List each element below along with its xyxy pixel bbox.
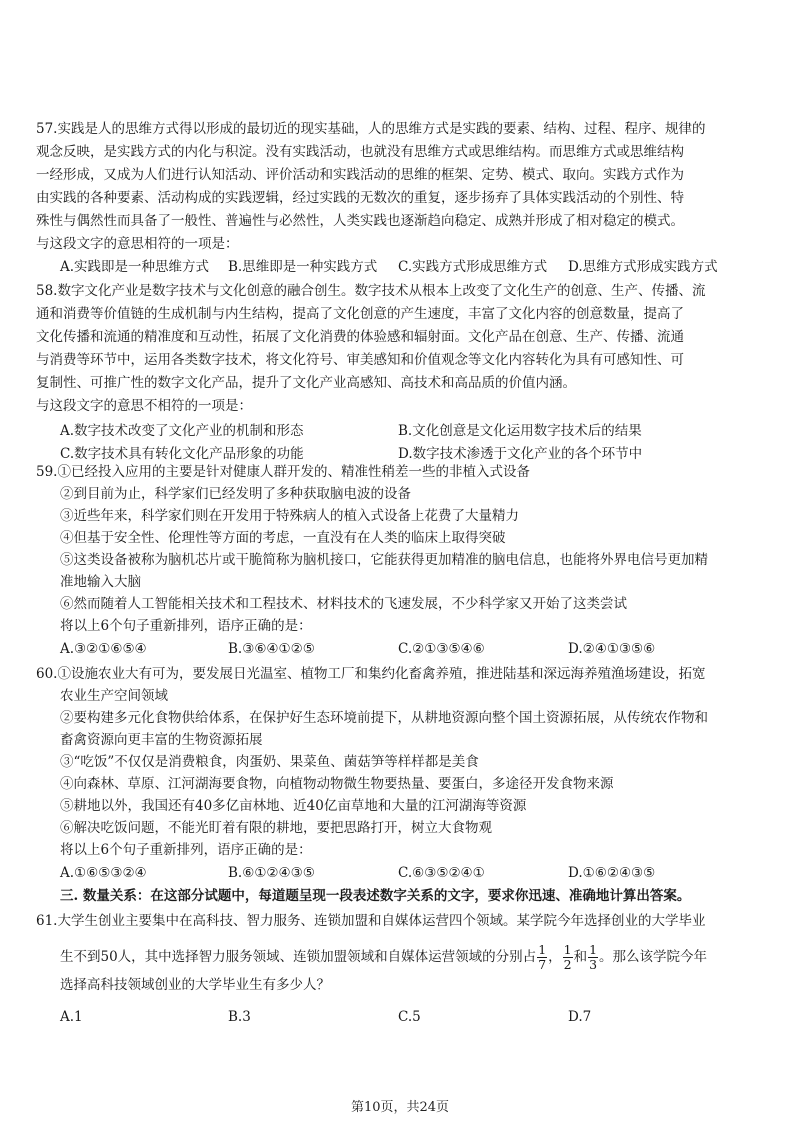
q61-option-a[interactable]: A.1 (60, 1009, 83, 1025)
section-3-heading: 三. 数量关系：在这部分试题中，每道题呈现一段表述数字关系的文字，要求你迅速、准确地计算出答案。 (60, 888, 691, 904)
fraction-one-third: $\frac{1}{3}$ (589, 941, 598, 972)
q59-line-7: ⑥然而随着人工智能相关技术和工程技术、材料技术的飞速发展，不少科学家又开始了这类尝试 (60, 596, 627, 612)
fraction-one-seventh: $\frac{1}{7}$ (538, 941, 547, 972)
q57-stem: 与这段文字的意思相符的一项是： (36, 236, 239, 252)
q57-option-d[interactable]: D.思维方式形成实践方式 (568, 259, 718, 275)
q59-option-d[interactable]: D.②④①③⑤⑥ (568, 641, 656, 657)
q57-line-4: 由实践的各种要素、活动构成的实践逻辑，经过实践的无数次的重复，逐步扬弃了具体实践活动的个别性、特 (36, 190, 684, 206)
q59-line-4: ④但基于安全性、伦理性等方面的考虑，一直没有在人类的临床上取得突破 (60, 530, 506, 546)
page-number: 第10页，共24页 (350, 1100, 450, 1115)
q60-line-2: 农业生产空间领域 (60, 688, 168, 704)
q58-line-2: 通和消费等价值链的生成机制与内生结构，提高了文化创意的产生速度，丰富了文化内容的创意数量，提高了 (36, 306, 684, 322)
q58-stem: 与这段文字的意思不相符的一项是： (36, 398, 252, 414)
q57-line-3: 一经形成，又成为人们进行认知活动、评价活动和实践活动的思维的框架、定势、模式、取向。实践方式作为 (36, 167, 684, 183)
fraction-one-half: $\frac{1}{2}$ (563, 941, 572, 972)
q59-options (60, 638, 750, 660)
q60-line-3: ②要构建多元化食物供给体系，在保护好生态环境前提下，从耕地资源向整个国土资源拓展，从传统农作物和 (60, 710, 708, 726)
q57-option-b[interactable]: B.思维即是一种实践方式 (228, 259, 378, 275)
q60-line-7: ⑤耕地以外，我国还有40多亿亩林地、近40亿亩草地和大量的江河湖海等资源 (60, 798, 527, 814)
q58-line-5: 复制性、可推广性的数字文化产品，提升了文化产业高感知、高技术和高品质的价值内涵。 (36, 375, 576, 391)
q60-stem: 将以上6个句子重新排列，语序正确的是： (60, 842, 312, 858)
q58-line-1: 58.数字文化产业是数字技术与文化创意的融合创生。数字技术从根本上改变了文化生产的创意、生产、传播、流 (36, 283, 706, 299)
q61-options (60, 1006, 750, 1028)
q61-option-c[interactable]: C.5 (398, 1009, 421, 1025)
q59-line-3: ③近些年来，科学家们则在开发用于特殊病人的植入式设备上花费了大量精力 (60, 508, 519, 524)
q57-line-2: 观念反映，是实践方式的内化与积淀。没有实践活动，也就没有思维方式或思维结构。而思维方式或思维结构 (36, 144, 684, 160)
q58-option-b[interactable]: B.文化创意是文化运用数字技术后的结果 (398, 423, 642, 439)
q58-line-4: 与消费等环节中，运用各类数字技术，将文化符号、审美感知和价值观念等文化内容转化为具有可感知性、可 (36, 352, 684, 368)
q59-line-5: ⑤这类设备被称为脑机芯片或干脆简称为脑机接口，它能获得更加精准的脑电信息，也能将外界电信号更加精 (60, 552, 708, 568)
q59-line-6: 准地输入大脑 (60, 574, 141, 590)
q59-option-b[interactable]: B.③⑥④①②⑤ (228, 641, 315, 657)
q61-line-2: 生不到50人，其中选择智力服务领域、连锁加盟领域和自媒体运营领域的分别占 $\frac{1}{7}$ ， $\frac{1}{2}$ 和 $\frac{1}{3}$ 。那么该学院今年 (60, 941, 708, 972)
q60-option-a[interactable]: A.①⑥⑤③②④ (60, 865, 147, 881)
q61-line-3: 选择高科技领域创业的大学毕业生有多少人？ (60, 977, 330, 993)
q59-stem: 将以上6个句子重新排列，语序正确的是： (60, 618, 312, 634)
q61-line-2-tail: 。那么该学院今年 (599, 949, 708, 965)
q57-line-5: 殊性与偶然性而具备了一般性、普遍性与必然性，人类实践也逐渐趋向稳定、成熟并形成了相对稳定的模式。 (36, 213, 684, 229)
q61-option-d[interactable]: D.7 (568, 1009, 592, 1025)
q58-option-d[interactable]: D.数字技术渗透于文化产业的各个环节中 (398, 446, 643, 462)
q58-option-c[interactable]: C.数字技术具有转化文化产品形象的功能 (60, 446, 304, 462)
q60-line-6: ④向森林、草原、江河湖海要食物，向植物动物微生物要热量、要蛋白，多途径开发食物来源 (60, 776, 614, 792)
q60-line-5: ③“吃饭”不仅仅是消费粮食，肉蛋奶、果菜鱼、菌菇笋等样样都是美食 (60, 754, 479, 770)
q57-option-c[interactable]: C.实践方式形成思维方式 (398, 259, 548, 275)
q57-line-1: 57.实践是人的思维方式得以形成的最切近的现实基础，人的思维方式是实践的要素、结构、过程、程序、规律的 (36, 121, 706, 137)
q60-line-4: 畜禽资源向更丰富的生物资源拓展 (60, 732, 263, 748)
q57-options (60, 256, 750, 278)
q58-options-row-1 (60, 420, 750, 442)
q60-options (60, 862, 750, 884)
q57-option-a[interactable]: A.实践即是一种思维方式 (60, 259, 210, 275)
q60-line-1: 60.①设施农业大有可为，要发展日光温室、植物工厂和集约化畜禽养殖，推进陆基和深远海养殖渔场建设，拓宽 (36, 666, 706, 682)
q59-option-c[interactable]: C.②①③⑤④⑥ (398, 641, 485, 657)
q59-line-2: ②到目前为止，科学家们已经发明了多种获取脑电波的设备 (60, 486, 411, 502)
q60-option-b[interactable]: B.⑥①②④③⑤ (228, 865, 315, 881)
q60-option-c[interactable]: C.⑥③⑤②④① (398, 865, 485, 881)
q61-option-b[interactable]: B.3 (228, 1009, 251, 1025)
q60-line-8: ⑥解决吃饭问题，不能光盯着有限的耕地，要把思路打开，树立大食物观 (60, 820, 492, 836)
q60-option-d[interactable]: D.①⑥②④③⑤ (568, 865, 656, 881)
q58-line-3: 文化传播和流通的精准度和互动性，拓展了文化消费的体验感和辐射面。文化产品在创意、生产、传播、流通 (36, 329, 684, 345)
q58-option-a[interactable]: A.数字技术改变了文化产业的机制和形态 (60, 423, 304, 439)
q61-line-1: 61.大学生创业主要集中在高科技、智力服务、连锁加盟和自媒体运营四个领域。某学院今年选择创业的大学毕业 (36, 913, 706, 929)
q59-option-a[interactable]: A.③②①⑥⑤④ (60, 641, 147, 657)
q61-line-2-text: 生不到50人，其中选择智力服务领域、连锁加盟领域和自媒体运营领域的分别占 (60, 949, 537, 965)
q59-line-1: 59.①已经投入应用的主要是针对健康人群开发的、精准性稍差一些的非植入式设备 (36, 464, 530, 480)
